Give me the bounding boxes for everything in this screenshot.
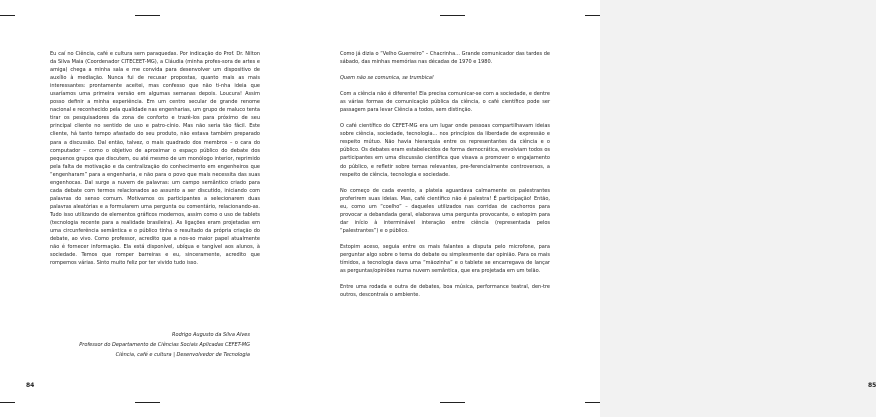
signature-role: Professor do Departamento de Ciências Sociais Aplicadas CEFET-MG (79, 342, 250, 348)
crop-mark (585, 15, 600, 16)
paragraph: Entre uma rodada e outra de debates, boa música, performance teatral, den-tre outros, descontraía o ambiente. (340, 284, 550, 299)
paragraph: O café científico do CEFET-MG era um lugar onde pessoas compartilhavam ideias sobre ciência, sociedade, tecnologia... nos princípios da liberdade de expressão e respeito mútuo. Não havia hierarquia entre os representantes da ciência e o público. Os debates eram estabelecidos de forma democrática, envolviam todos os participantes em uma discussão científica que visava a promover o engajamento do público, e refletir sobre temas relevantes, pre-ferencialmente controversos, a respeito de ciência, tecnologia e sociedade. (340, 123, 550, 178)
crop-mark (585, 402, 600, 403)
paragraph: Eu caí no Ciência, café e cultura sem paraquedas. Por indicação do Prof. Dr. Nilton da Silva Maia (Coordenador CITECEET-MG), a Cláudia (minha profes-sora de artes e amiga) chega a minha sala e me convida para desenvolver um dispositivo de auxílio à mediação. Nunca fui de recusar propostas, quanto mais as mais interessantes: prontamente aceitei, mas confesso que não ti-nha ideia que usaríamos uma primeira versão em algumas semanas depois. Loucura! Assim posso definir a minha experiência. Em um centro secular de grande renome nacional e reconhecido pela qualidade nas engenharias, um grupo de maluco tenta tirar os pesquisadores da zona de conforto e trazê-los para próximo de seu principal cliente no sentido de uso e patro-cínio. Mas não seria tão fácil. Este cliente, há tanto tempo afastado do seu produto, não estava também preparado para a discussão. Dal então, talvez, o mais quadrado dos membros – o cara do computador – como o objetivo de aproximar o espaço público do debate dos pequenos grupos que discutem, ou até mesmo de um monólogo interior, reprimido pela falta de motivação e da centralização do conhecimento em engenheiros que “engenharam” para a engenharia, e não para o povo que mais necessita das suas engenhocas. Dal surge a nuvem de palavras: um campo semântico criado para cada debate com termos relacionados ao assunto a ser discutido, iniciando com palavras do senso comum. Motivamos os participantes a selecionarem duas palavras aleatórias e a formularem uma pergunta ou comentário, relacionando-as. Tudo isso utilizando de elementos gráficos modernos, assim como o uso de tablets (tecnologia recente para a realidade brasileira). As ligações eram projetadas em uma circunferência semântica e o público tinha o resultado da própria criação do debate, ao vivo. Como professor, acredito que a nos-so maior papel atualmente não é fornecer informação. Ela está disponível, ubíqua e tangível aos alunos, à sociedade. Temos que romper barreiras e eu, sinceramente, acredito que rompemos várias. Sinto muito feliz por ter vivido tudo isso. (50, 51, 260, 267)
signature-block (40, 330, 250, 360)
paragraph: Estopim aceso, seguia entre os mais falantes a disputa pelo microfone, para perguntar algo sobre o tema do debate ou simplesmente dar opinião. Para os mais tímidos, a tecnologia dava uma “mãozinha” e o tablete se encarregava de lançar as perguntas/opiniões numa nuvem semântica, que era projetada em um telão. (340, 243, 550, 275)
crop-mark (440, 15, 465, 16)
signature-project: Ciência, café e cultura | Desenvolvedor de Tecnologia (115, 352, 250, 358)
right-text-column (340, 50, 550, 299)
crop-mark (135, 15, 160, 16)
paragraph: Como já dizia o “Velho Guerreiro” – Chacrinha... Grande comunicador das tardes de sábado, das minhas memórias nas décadas de 1970 e 1980. (340, 51, 550, 66)
left-text-column (50, 50, 260, 267)
crop-mark (0, 15, 15, 16)
page-number: 85 (868, 382, 876, 389)
paragraph: No começo de cada evento, a plateia aguardava calmamente os palestrantes proferirem suas ideias. Mas, café científico não é palestra! É participação! Então, eu, como um “coelho” – daqueles utilizados nas corridas de cachorros para provocar a debandada geral, elaborava uma pergunta provocante, o estopim para dar início à interminável interação entre ciência (representada pelos “palestrantes”) e o público. (340, 187, 550, 234)
quote: Quem não se comunica, se trumbica! (340, 75, 434, 82)
left-page (0, 0, 300, 417)
crop-mark (135, 402, 160, 403)
paragraph: Com a ciência não é diferente! Ela precisa comunicar-se com a sociedade, e dentre as várias formas de comunicação pública da ciência, o café científico pode ser passagem para levar Ciência a todos, sem distinção. (340, 91, 550, 114)
page-number: 84 (26, 382, 35, 389)
right-page (300, 0, 876, 417)
crop-mark (440, 402, 465, 403)
crop-mark (0, 402, 15, 403)
signature-name: Rodrigo Augusto da Silva Alves (172, 332, 250, 338)
